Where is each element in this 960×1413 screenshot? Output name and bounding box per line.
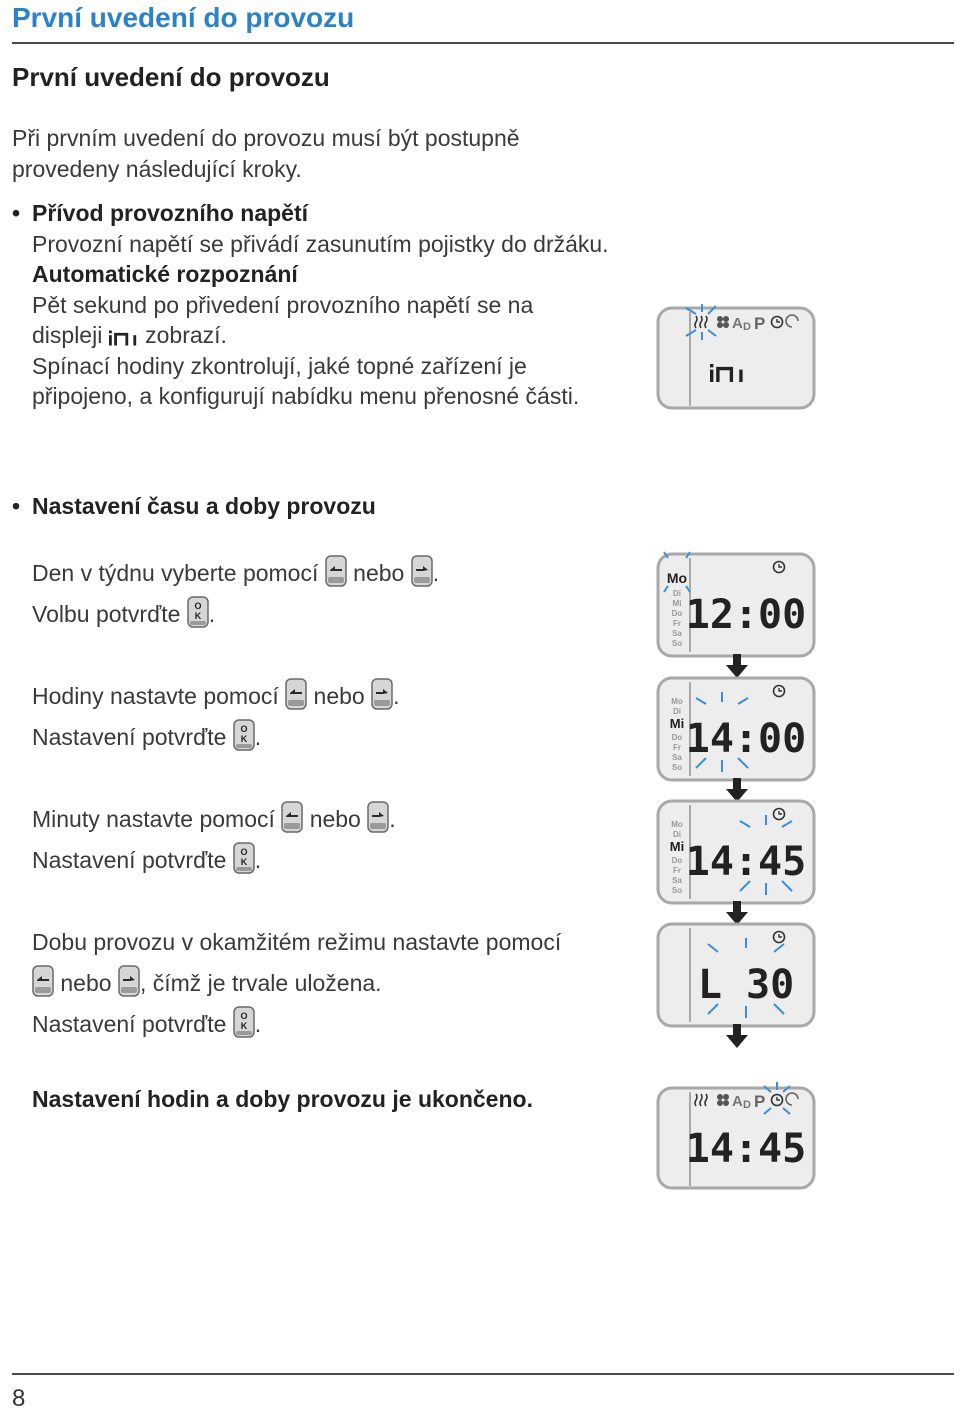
- instruction-line: Dobu provozu v okamžitém režimu nastavte pomocí: [32, 929, 562, 955]
- text-fragment: Minuty nastavte pomocí: [32, 806, 275, 832]
- weekday: Mo: [671, 820, 683, 829]
- lcd-display-final: [656, 1080, 816, 1190]
- step-text: Provozní napětí se přivádí zasunutím pojistky do držáku.: [32, 230, 609, 257]
- text-fragment: , čímž je trvale uložena.: [139, 970, 382, 996]
- intro-line: provedeny následující kroky.: [12, 155, 302, 182]
- text-fragment: Nastavení potvrďte: [32, 1011, 227, 1037]
- text-fragment: nebo: [60, 970, 112, 996]
- lcd-display-ini: [656, 300, 816, 410]
- finish-message: Nastavení hodin a doby provozu je ukončeno.: [32, 1086, 533, 1112]
- instruction-line: [32, 1004, 561, 1045]
- minus-button-icon: [325, 555, 347, 587]
- ok-label-o: O: [240, 847, 248, 857]
- weekday: So: [671, 763, 683, 772]
- lcd-display-hours: [656, 674, 816, 784]
- weekday: Fr: [673, 743, 681, 752]
- hours-instructions: [32, 676, 399, 758]
- plus-button-icon: [118, 965, 140, 997]
- ok-label-k: K: [240, 857, 248, 867]
- ok-label-k: K: [194, 611, 202, 621]
- step-text: Pět sekund po přivedení provozního napětí se na: [32, 291, 534, 318]
- step-text: připojeno, a konfigurují nabídku menu přenosné části.: [32, 383, 580, 409]
- text-fragment: .: [393, 683, 400, 709]
- plus-button-icon: [371, 678, 393, 710]
- bullet: •: [12, 200, 21, 226]
- step-text: Spínací hodiny zkontrolují, jaké topné zařízení je: [32, 352, 527, 379]
- text-fragment: Den v týdnu vyberte pomocí: [32, 560, 319, 586]
- lcd-time: 14:45: [685, 1126, 807, 1172]
- ok-label-o: O: [240, 724, 248, 734]
- footer-rule: [12, 1373, 954, 1375]
- weekday: Mo: [671, 697, 683, 706]
- weekday: Di: [673, 830, 681, 839]
- text-fragment: .: [432, 560, 440, 586]
- step-time-setting: [12, 491, 376, 522]
- minus-button-icon: [285, 678, 307, 710]
- status-d: D: [743, 321, 751, 333]
- status-d: D: [743, 1099, 751, 1111]
- instruction-line: [32, 553, 439, 594]
- step-title: Nastavení času a doby provozu: [32, 493, 376, 519]
- ok-label-k: K: [240, 1021, 248, 1031]
- text-fragment: Nastavení potvrďte: [32, 847, 227, 873]
- lcd-time: 12:00: [685, 592, 807, 638]
- step-subtitle: Automatické rozpoznání: [32, 261, 298, 287]
- instruction-line: [32, 963, 561, 1004]
- ok-label-k: K: [240, 734, 248, 744]
- weekday: Mi: [672, 599, 682, 608]
- page-number: 8: [12, 1385, 26, 1412]
- status-p: P: [754, 1092, 766, 1111]
- minus-button-icon: [281, 801, 303, 833]
- text-fragment: nebo: [309, 806, 361, 832]
- text-fragment: .: [254, 847, 262, 873]
- duration-instructions: [32, 922, 561, 1045]
- weekday: So: [671, 886, 683, 895]
- text-fragment: Nastavení potvrďte: [32, 724, 227, 750]
- ini-segment-icon: [109, 330, 139, 346]
- intro-line: Při prvním uvedení do provozu musí být postupně: [12, 125, 520, 151]
- weekday: Di: [673, 707, 681, 716]
- weekday: Do: [671, 609, 683, 618]
- arrow-down-icon: [726, 1024, 748, 1048]
- header-rule: [12, 42, 954, 44]
- weekday-active: Mo: [666, 570, 688, 586]
- text-fragment: Hodiny nastavte pomocí: [32, 683, 279, 709]
- lcd-time: 14:00: [685, 716, 807, 762]
- weekday: Do: [671, 856, 683, 865]
- minutes-instructions: [32, 799, 396, 881]
- ok-button-icon: [187, 596, 209, 628]
- instruction-line: [32, 717, 399, 758]
- step-text: [32, 320, 652, 351]
- plus-button-icon: [367, 801, 389, 833]
- ok-label-o: O: [240, 1011, 248, 1021]
- weekday: So: [671, 639, 683, 648]
- lcd-display-duration: [656, 920, 816, 1030]
- weekday-active: Mi: [669, 716, 685, 731]
- instruction-line: [32, 594, 439, 635]
- page-header: První uvedení do provozu: [12, 2, 355, 33]
- ok-button-icon: [233, 719, 255, 751]
- section-title: První uvedení do provozu: [12, 62, 330, 92]
- text-fragment: nebo: [313, 683, 365, 709]
- lcd-display-weekday: [656, 550, 816, 660]
- minus-button-icon: [32, 965, 54, 997]
- weekday: Sa: [672, 876, 682, 885]
- text-fragment: .: [208, 601, 216, 627]
- intro-paragraph: [12, 123, 520, 184]
- text-fragment: Volbu potvrďte: [32, 601, 181, 627]
- status-a: A: [732, 1093, 743, 1110]
- lcd-duration: L 30: [697, 962, 795, 1008]
- text-fragment: zobrazí.: [145, 322, 227, 348]
- text-fragment: .: [254, 1011, 262, 1037]
- weekday: Fr: [673, 866, 681, 875]
- status-a: A: [732, 315, 743, 332]
- weekday: Di: [673, 589, 681, 598]
- ok-button-icon: [233, 842, 255, 874]
- weekday: Sa: [672, 753, 682, 762]
- step-power-supply: [12, 198, 652, 412]
- step-title: Přívod provozního napětí: [32, 200, 309, 226]
- text-fragment: nebo: [353, 560, 405, 586]
- ok-button-icon: [233, 1006, 255, 1038]
- weekday-instructions: [32, 553, 439, 635]
- ok-label-o: O: [194, 601, 202, 611]
- text-fragment: .: [389, 806, 396, 832]
- lcd-display-minutes: [656, 797, 816, 907]
- text-fragment: .: [254, 724, 262, 750]
- weekday: Fr: [673, 619, 681, 628]
- bullet: •: [12, 493, 21, 519]
- text-fragment: displeji: [32, 322, 103, 348]
- lcd-time: 14:45: [685, 839, 807, 885]
- status-p: P: [754, 314, 766, 333]
- instruction-line: [32, 676, 399, 717]
- weekday: Do: [671, 733, 683, 742]
- weekday-active: Mi: [669, 839, 685, 854]
- instruction-line: [32, 840, 396, 881]
- weekday: Sa: [672, 629, 682, 638]
- instruction-line: [32, 799, 396, 840]
- plus-button-icon: [411, 555, 433, 587]
